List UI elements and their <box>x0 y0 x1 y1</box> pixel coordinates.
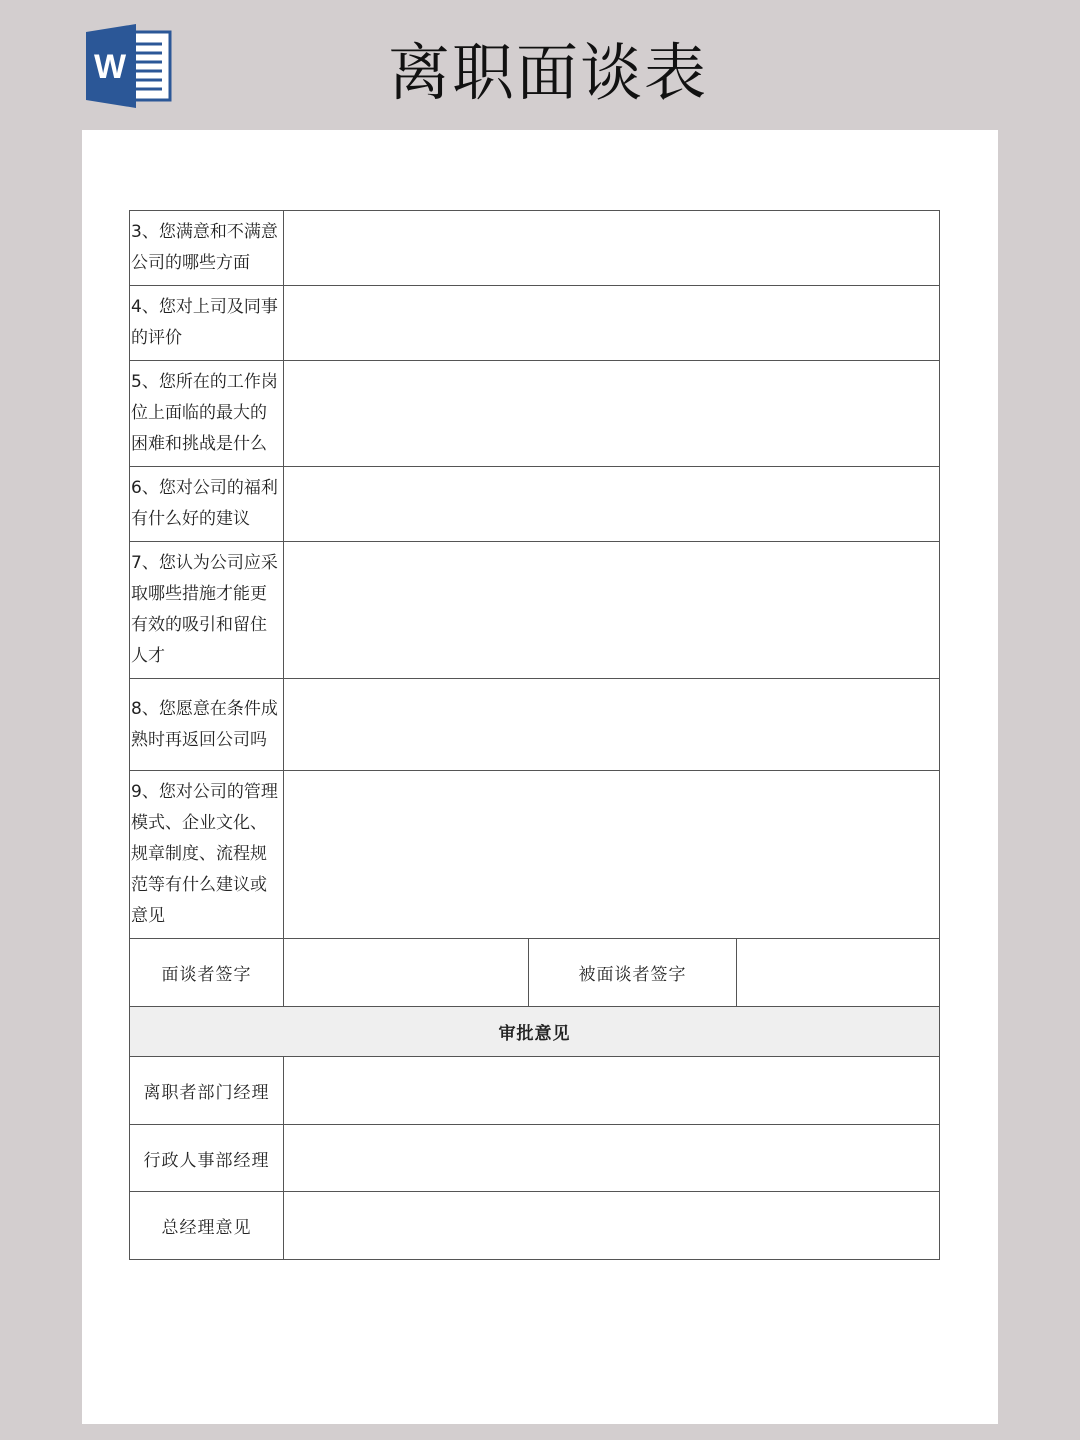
table-row <box>130 286 940 361</box>
approval-field[interactable] <box>284 1125 940 1192</box>
interviewee-signature-field[interactable] <box>737 939 940 1007</box>
approval-label: 行政人事部经理 <box>130 1125 284 1192</box>
question-label: 3、您满意和不满意公司的哪些方面 <box>130 211 284 286</box>
approval-label: 总经理意见 <box>130 1192 284 1260</box>
interviewee-signature-label: 被面谈者签字 <box>529 939 737 1007</box>
page-title: 离职面谈表 <box>387 36 708 109</box>
table-row <box>130 542 940 679</box>
approval-section-row <box>130 1007 940 1057</box>
answer-cell[interactable] <box>284 467 940 542</box>
table-row <box>130 679 940 771</box>
table-row <box>130 211 940 286</box>
question-label: 8、您愿意在条件成熟时再返回公司吗 <box>130 679 284 771</box>
table-row <box>130 467 940 542</box>
page-header <box>0 0 1080 130</box>
interviewer-signature-field[interactable] <box>284 939 529 1007</box>
approval-row <box>130 1057 940 1125</box>
approval-row <box>130 1125 940 1192</box>
question-label: 5、您所在的工作岗位上面临的最大的困难和挑战是什么 <box>130 361 284 467</box>
question-label: 9、您对公司的管理模式、企业文化、规章制度、流程规范等有什么建议或意见 <box>130 771 284 939</box>
answer-cell[interactable] <box>284 771 940 939</box>
interviewer-signature-label: 面谈者签字 <box>130 939 284 1007</box>
approval-section-title: 审批意见 <box>130 1007 940 1057</box>
question-label: 7、您认为公司应采取哪些措施才能更有效的吸引和留住人才 <box>130 542 284 679</box>
approval-field[interactable] <box>284 1057 940 1125</box>
approval-field[interactable] <box>284 1192 940 1260</box>
question-label: 6、您对公司的福利有什么好的建议 <box>130 467 284 542</box>
answer-cell[interactable] <box>284 211 940 286</box>
question-label: 4、您对上司及同事的评价 <box>130 286 284 361</box>
answer-cell[interactable] <box>284 679 940 771</box>
approval-row <box>130 1192 940 1260</box>
word-icon-letter: W <box>93 48 127 86</box>
answer-cell[interactable] <box>284 542 940 679</box>
table-row <box>130 361 940 467</box>
exit-interview-table <box>129 210 940 1260</box>
approval-label: 离职者部门经理 <box>130 1057 284 1125</box>
answer-cell[interactable] <box>284 286 940 361</box>
table-row <box>130 771 940 939</box>
signature-row <box>130 939 940 1007</box>
answer-cell[interactable] <box>284 361 940 467</box>
document-sheet <box>82 130 998 1424</box>
